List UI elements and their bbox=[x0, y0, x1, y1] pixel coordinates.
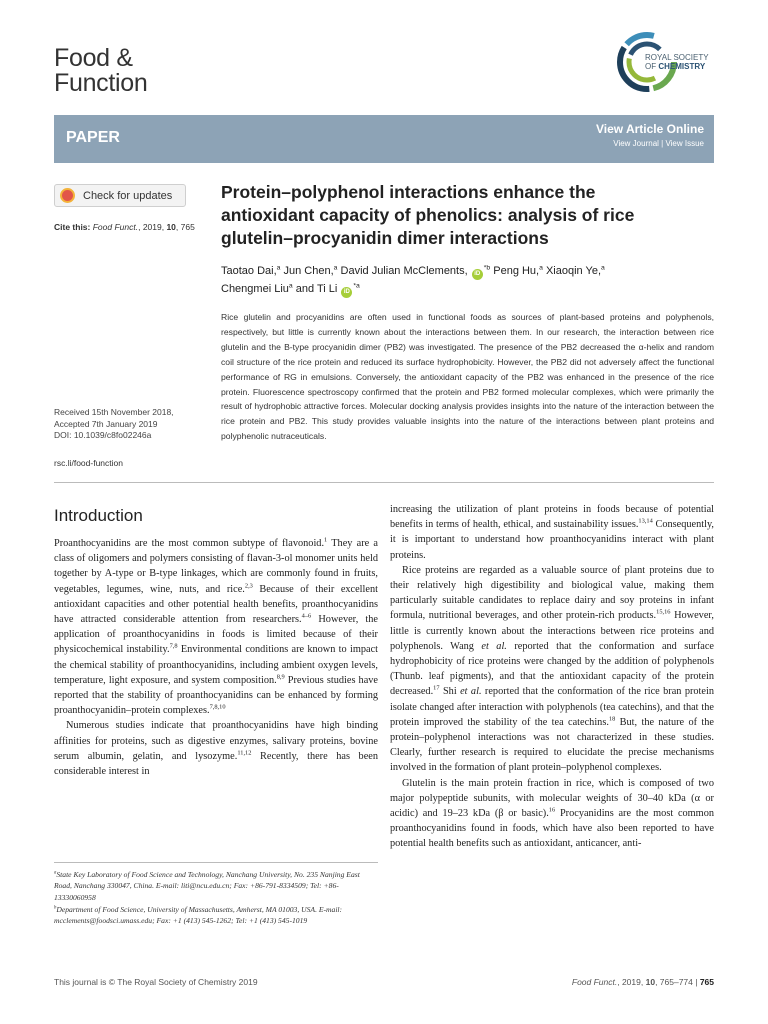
check-for-updates-icon bbox=[60, 188, 75, 203]
footnote: $^a$State Key Laboratory of Food Science and Technology, Nanchang University, No. 235 Nanjing East Road, Nanchang 330047, China. E-mail: liti@ncu.edu.cn; Fax: +86-791-8334509; Tel: +86-13330060958 bbox=[54, 870, 360, 902]
copyright-footer: This journal is © The Royal Society of Chemistry 2019 bbox=[54, 977, 258, 987]
doi[interactable]: DOI: 10.1039/c8fo02246a bbox=[54, 430, 152, 440]
paragraph: Glutelin is the main protein fraction in rice, which is composed of two major polypeptide subunits, with molecular weights of 30–40 kDa (α or acidic) and 19–23 kDa (β or basic).$^{16}$ Procyanidins are the most common proanthocyanidins found in foods, which have also been reported to have potential health benefits such as antioxidant, anticancer, anti- bbox=[390, 777, 714, 850]
footnote: $^b$Department of Food Science, University of Massachusetts, Amherst, MA 01003, USA. E-mail: mcclements@foodsci.umass.edu; Fax: +1 (413) 545-1262; Tel: +1 (413) 545-1019 bbox=[54, 904, 343, 926]
affiliation-footnotes bbox=[54, 862, 378, 927]
right-column bbox=[390, 502, 714, 852]
citation: Cite this: Food Funct., 2019, 10, 765 bbox=[54, 222, 195, 232]
view-issue-link[interactable]: View Issue bbox=[665, 139, 704, 148]
section-heading-introduction: Introduction bbox=[54, 506, 143, 525]
view-journal-link[interactable]: View Journal bbox=[613, 139, 659, 148]
introduction-text-continued bbox=[390, 502, 714, 852]
publisher-name: ROYAL SOCIETY OF CHEMISTRY bbox=[645, 53, 709, 71]
paragraph: Numerous studies indicate that proanthocyanidins have high binding affinities for proteins, such as digestive enzymes, salivary proteins, bovine serum albumin, gelatin, and lysozyme.$^{11,12}$ Recently, there has been considerable interest in bbox=[54, 720, 378, 778]
left-column bbox=[54, 506, 378, 779]
journal-title: Food & Function bbox=[54, 44, 148, 97]
banner-sublinks: View Journal | View Issue bbox=[613, 139, 704, 148]
orcid-icon[interactable]: iD bbox=[472, 269, 483, 280]
paragraph: Rice proteins are regarded as a valuable source of plant proteins due to their relatively high digestibility and biological value, making them particularly suitable candidates to replace dairy and soy proteins in infant formula, nutritional beverages, and other protein-rich products.$^{15,16}$ However, little is currently known about the interactions between rice proteins and polyphenols. Wang et al. reported that the conformation and surface hydrophobicity of rice proteins were changed by the addition of polyphenols (Thunb. leaf pigments), and that the antioxidant capacity of the protein decreased.$^{17}$ Shi et al. reported that the conformation of the rice bran protein isolate changed after interaction with polyphenols (tea catechins), and that the protein improved the stability of the tea catechins.$^{18}$ But, the nature of the protein–polyphenol interactions was not characterized in these studies. Clearly, further research is required to elucidate the precise mechanisms involved in the formation of plant protein–polyphenol complexes. bbox=[390, 564, 715, 774]
paragraph: increasing the utilization of plant proteins in foods because of potential benefits in terms of health, ethical, and sustainability issues.$^{13,14}$ Consequently, it is important to understand how proanthocyanidins interact with plant proteins. bbox=[390, 504, 715, 561]
divider bbox=[54, 482, 714, 483]
view-article-online-link[interactable]: View Article Online bbox=[595, 122, 704, 136]
page-number: 765 bbox=[699, 977, 714, 987]
introduction-text bbox=[54, 536, 378, 779]
author-list: Taotao Dai,$^a$ Jun Chen,$^a$ David Julian McClements, $iD^{*b}$ Peng Hu,$^a$ Xiaoqin Ye,$^a$ Chengmei Liu$^a$ and Ti Li $iD^{*a}$ bbox=[221, 262, 711, 298]
article-type-banner bbox=[54, 115, 714, 163]
page-footer: Food Funct., 2019, 10, 765–774 | 765 bbox=[571, 977, 714, 987]
article-dates: Received 15th November 2018, Accepted 7th January 2019 DOI: 10.1039/c8fo02246a bbox=[54, 407, 174, 440]
article-title: Protein–polyphenol interactions enhance the antioxidant capacity of phenolics: analysis of rice glutelin–procyanidin dimer interactions bbox=[221, 182, 635, 248]
check-for-updates-button[interactable]: Check for updates bbox=[54, 184, 186, 207]
abstract: Rice glutelin and procyanidins are often used in functional foods as sources of plant-based proteins and polyphenols, respectively, but little is currently known about the interactions between them. In our research, the interaction between rice glutelin and the B-type procyanidin dimer (PB2) was investigated. The presence of the PB2 decreased the α-helix and random coil structure of the rice protein and reduced its surface hydrophobicity. However, the PB2 did not adversely affect the functional performance of RG in emulsions. Conversely, the antioxidant capacity of the PB2 was enhanced in the presence of the rice protein. Fluorescence spectroscopy confirmed that the protein and PB2 formed molecular complexes, which were primarily the result of hydrophobic attractive forces. Molecular docking analysis provides insights into the nature of the interaction between the rice protein and PB2. This study provides valuable insights into the nature of the interactions between plant proteins and polyphenolic nutraceuticals. bbox=[221, 312, 714, 442]
article-type: PAPER bbox=[66, 129, 120, 146]
orcid-icon[interactable]: iD bbox=[341, 287, 352, 298]
paragraph: Proanthocyanidins are the most common subtype of flavonoid.$^1$ They are a class of oligomers and polymers consisting of flavan-3-ol monomer units held together by A-type or B-type linkages, which are commonly found in fruits, vegetables, legumes, wine, nuts, and rice.$^{2,3}$ Because of their excellent antioxidant capacities and other potential health benefits, proanthocyanidins have attracted considerable attention from researchers.$^{4-6}$ However, the application of proanthocyanidins in foods is limited because of their physicochemical instability.$^{7,8}$ Environmental conditions are known to impact the chemical stability of proanthocyanidins, including ambient oxygen levels, temperature, light exposure, and system composition.$^{8,9}$ Previous studies have reported that the stability of proanthocyanidins can be enhanced by forming proanthocyanidin–protein complexes.$^{7,8,10}$ bbox=[54, 536, 379, 717]
journal-link[interactable]: rsc.li/food-function bbox=[54, 458, 123, 468]
